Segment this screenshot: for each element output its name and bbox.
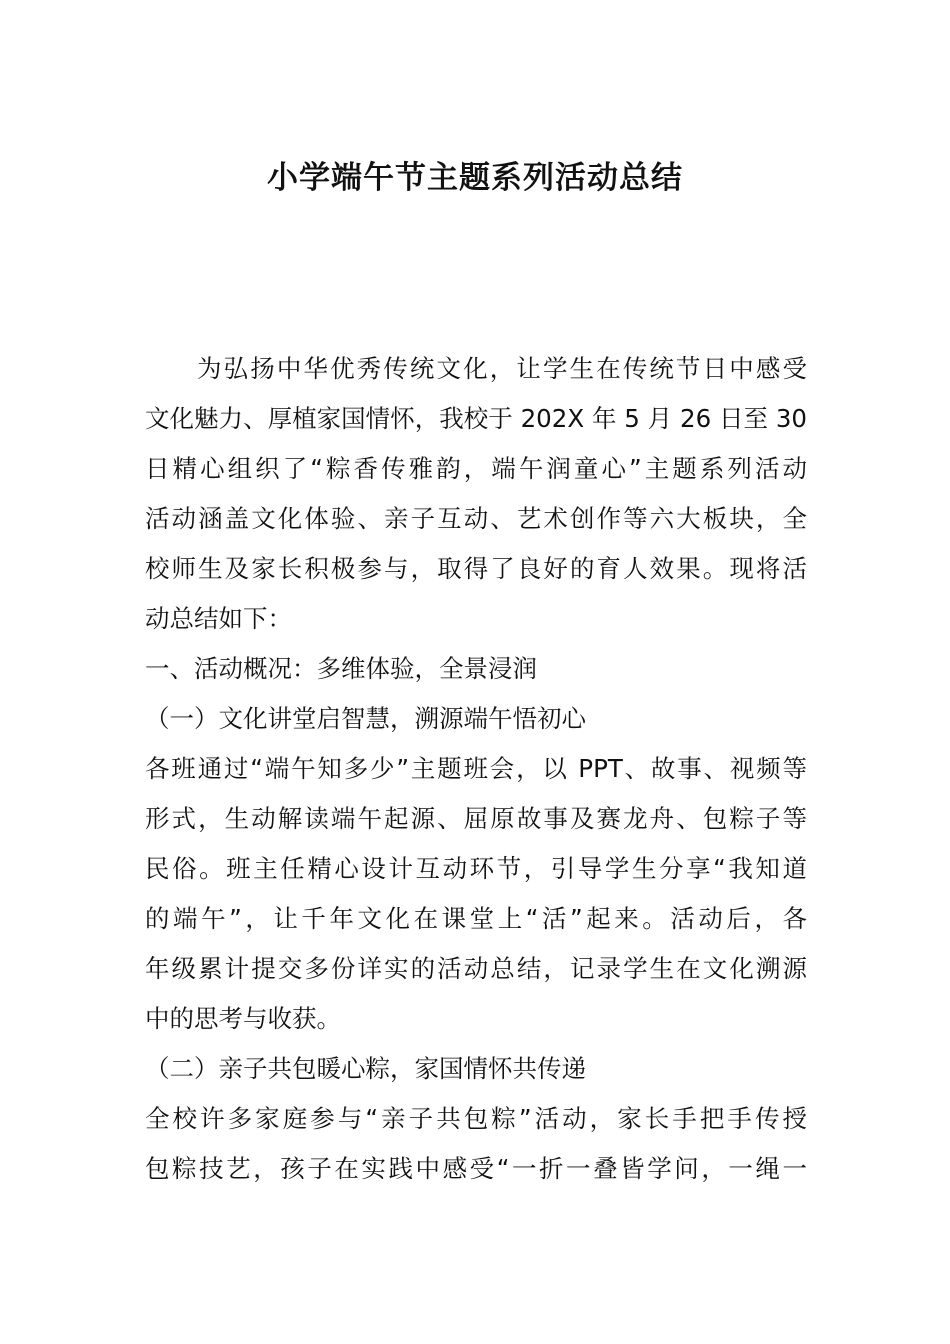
paragraph-line: 活动涵盖文化体验、亲子互动、艺术创作等六大板块，全: [145, 504, 807, 533]
paragraph-line: 校师生及家长积极参与，取得了良好的育人效果。现将活: [145, 554, 807, 583]
paragraph-line: 民俗。班主任精心设计互动环节，引导学生分享“我知道: [145, 854, 807, 883]
paragraph-line: 动总结如下：: [145, 604, 292, 633]
paragraph-line: 文化魅力、厚植家国情怀，我校于 202X 年 5 月 26 日至 30: [145, 404, 807, 433]
document-body: [145, 344, 807, 1194]
subsection-heading: （二）亲子共包暖心粽，家国情怀共传递: [145, 1054, 586, 1083]
paragraph-line: 全校许多家庭参与“亲子共包粽”活动，家长手把手传授: [145, 1104, 807, 1133]
paragraph-line: 日精心组织了“粽香传雅韵，端午润童心”主题系列活动: [145, 454, 807, 483]
paragraph-line: 各班通过“端午知多少”主题班会，以 PPT、故事、视频等: [145, 754, 807, 783]
document-title: 小学端午节主题系列活动总结: [267, 160, 683, 196]
paragraph-line: 的端午”，让千年文化在课堂上“活”起来。活动后，各: [145, 904, 807, 933]
paragraph-line: 形式，生动解读端午起源、屈原故事及赛龙舟、包粽子等: [145, 804, 807, 833]
section-heading: 一、活动概况：多维体验，全景浸润: [145, 654, 537, 683]
paragraph-line: 年级累计提交多份详实的活动总结，记录学生在文化溯源: [145, 954, 807, 983]
paragraph-line: 包粽技艺，孩子在实践中感受“一折一叠皆学问，一绳一: [145, 1154, 807, 1183]
paragraph-line: 为弘扬中华优秀传统文化，让学生在传统节日中感受: [197, 354, 807, 383]
subsection-heading: （一）文化讲堂启智慧，溯源端午悟初心: [145, 704, 586, 733]
paragraph-line: 中的思考与收获。: [145, 1004, 341, 1033]
